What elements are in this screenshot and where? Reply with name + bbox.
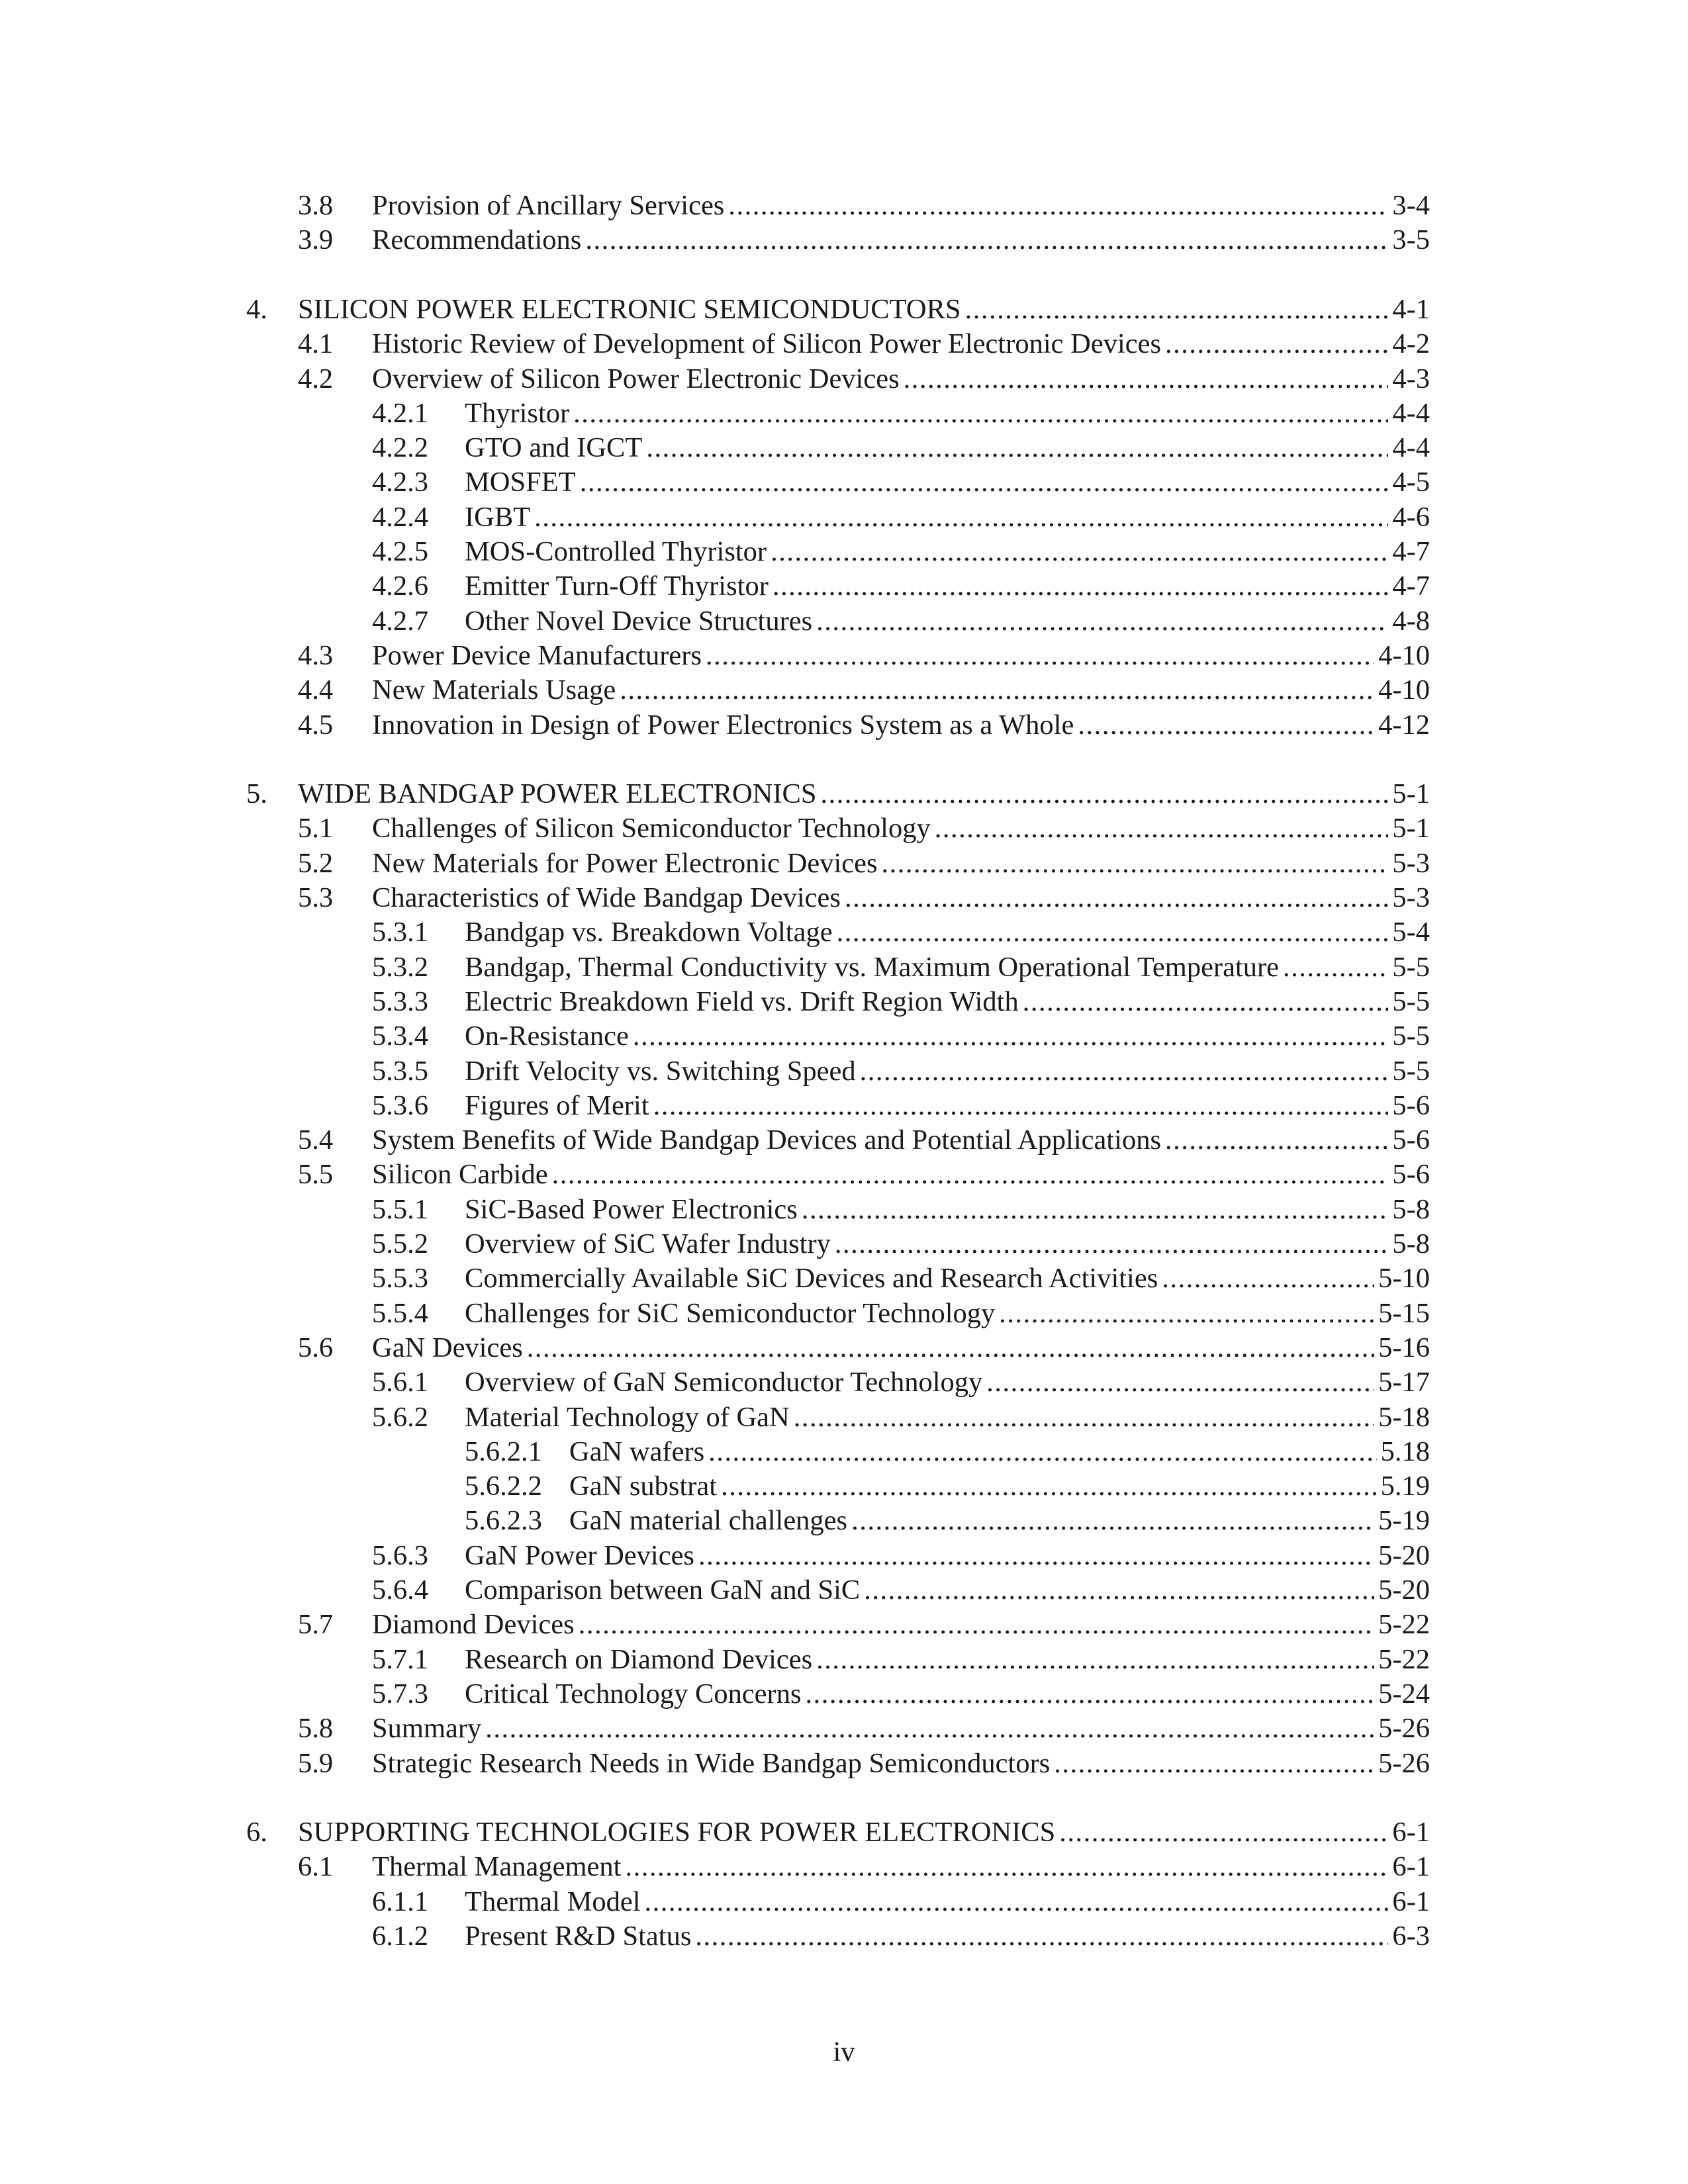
toc-entry-title: GaN Power Devices [465,1539,694,1571]
toc-entry-page: 3-4 [1392,190,1430,221]
toc-entry-number: 6.1.1 [372,1886,428,1917]
toc-entry-page: 5-20 [1378,1539,1430,1571]
toc-entry-number: 4.2.4 [372,501,428,533]
toc-entry-number: 3.8 [298,190,334,221]
dot-leader [485,1711,1374,1746]
toc-entry[interactable] [0,1469,1688,1504]
toc-entry-line [465,1539,1430,1573]
toc-entry-line [465,465,1430,500]
toc-entry-page: 5-6 [1392,1159,1430,1191]
dot-leader [882,846,1389,881]
toc-entry-title: Figures of Merit [465,1089,649,1121]
toc-entry-number: 5.5 [298,1159,334,1191]
toc-entry-page: 4-10 [1378,639,1430,671]
toc-entry-page: 5-5 [1392,951,1430,983]
toc-entry-line [465,1297,1430,1331]
toc-entry[interactable] [0,708,1688,743]
toc-entry[interactable] [0,1123,1688,1158]
dot-leader [728,189,1388,223]
toc-entry-line [465,1400,1430,1435]
dot-leader [1054,1747,1374,1781]
toc-entry-page: 5-26 [1378,1747,1430,1779]
toc-entry-title: Critical Technology Concerns [465,1678,802,1709]
toc-entry-title: New Materials for Power Electronic Devices [372,847,878,879]
toc-entry-line [372,1850,1430,1884]
toc-entry-line [465,1261,1430,1296]
dot-leader [579,1608,1374,1642]
toc-entry[interactable] [0,604,1688,639]
toc-entry-number: 5.9 [298,1747,334,1779]
dot-leader [708,1435,1376,1469]
dot-leader [1165,1123,1388,1158]
toc-entry-line [372,881,1430,915]
dot-leader [1023,985,1389,1019]
toc-entry-page: 4-2 [1392,328,1430,360]
toc-entry-page: 5.18 [1380,1435,1430,1467]
toc-entry-number: 4. [246,293,267,325]
toc-entry-page: 5-6 [1392,1089,1430,1121]
toc-entry-page: 4-10 [1378,674,1430,706]
toc-entry[interactable] [0,985,1688,1019]
dot-leader [802,1193,1389,1227]
toc-entry[interactable] [0,431,1688,465]
toc-entry-number: 5.5.2 [372,1228,428,1259]
toc-entry[interactable] [0,1400,1688,1435]
toc-entry-number: 4.4 [298,674,334,706]
toc-entry-title: Emitter Turn-Off Thyristor [465,570,769,602]
dot-leader [837,915,1389,950]
toc-entry-line [465,1573,1430,1608]
toc-entry-line [372,1331,1430,1365]
toc-entry-title: Other Novel Device Structures [465,605,813,637]
toc-entry-title: Electric Breakdown Field vs. Drift Region Width [465,985,1019,1017]
toc-entry-page: 5-5 [1392,1021,1430,1052]
toc-entry-number: 4.2.5 [372,536,428,567]
toc-entry[interactable] [0,846,1688,881]
toc-entry-page: 5-3 [1392,847,1430,879]
toc-entry-line [372,708,1430,743]
toc-entry-title: Recommendations [372,224,582,256]
toc-entry-line [372,1123,1430,1158]
toc-entry-number: 5.7 [298,1609,334,1641]
toc-entry-title: Summary [372,1713,482,1745]
toc-entry[interactable] [0,1297,1688,1331]
toc-entry-line [465,915,1430,950]
dot-leader [527,1331,1374,1365]
toc-entry-page: 5-17 [1378,1367,1430,1398]
toc-entry-number: 5.6 [298,1332,334,1363]
toc-entry-number: 5.3 [298,882,334,913]
dot-leader [585,223,1388,257]
toc-entry[interactable] [0,1504,1688,1538]
toc-entry[interactable] [0,1054,1688,1089]
toc-entry-title: GaN material challenges [569,1505,848,1537]
toc-entry-page: 4-4 [1392,397,1430,429]
toc-entry-number: 5.6.2.3 [465,1505,542,1537]
dot-leader [773,569,1388,604]
toc-entry-page: 4-1 [1392,293,1430,325]
toc-entry[interactable] [0,881,1688,915]
toc-entry-line [372,639,1430,673]
toc-entry[interactable] [0,1193,1688,1227]
toc-entry-title: Challenges of Silicon Semiconductor Technology [372,813,931,844]
toc-entry-title: GTO and IGCT [465,432,643,464]
toc-entry[interactable] [0,1919,1688,1954]
toc-entry-line [298,293,1430,327]
toc-entry-title: Material Technology of GaN [465,1401,790,1433]
dot-leader [999,1297,1374,1331]
toc-entry-number: 5.6.2 [372,1401,428,1433]
toc-entry-line [465,431,1430,465]
toc-entry-line [372,1711,1430,1746]
toc-entry[interactable] [0,673,1688,707]
toc-entry[interactable] [0,1573,1688,1608]
toc-entry-page: 5-1 [1392,778,1430,810]
dot-leader [935,811,1389,846]
toc-entry[interactable] [0,362,1688,396]
toc-entry-title: Overview of GaN Semiconductor Technology [465,1367,983,1398]
toc-entry-title: Characteristics of Wide Bandgap Devices [372,882,841,913]
dot-leader [835,1227,1388,1261]
toc-entry[interactable] [0,1815,1688,1850]
toc-entry-number: 5.1 [298,813,334,844]
toc-entry-title: GaN Devices [372,1332,523,1363]
toc-entry-number: 5.6.3 [372,1539,428,1571]
toc-entry-page: 5-1 [1392,813,1430,844]
dot-leader [1162,1261,1374,1296]
toc-entry-page: 5-18 [1378,1401,1430,1433]
toc-entry[interactable] [0,1435,1688,1469]
toc-entry-number: 5.3.4 [372,1021,428,1052]
dot-leader [646,431,1388,465]
toc-entry[interactable] [0,1850,1688,1884]
dot-leader [1165,327,1388,361]
toc-entry-page: 6-1 [1392,1886,1430,1917]
toc-entry-number: 5.3.5 [372,1055,428,1087]
dot-leader [851,1504,1374,1538]
toc-entry-line [372,223,1430,257]
toc-entry-title: Silicon Carbide [372,1159,548,1191]
toc-entry-number: 4.2.2 [372,432,428,464]
toc-entry-line [465,1365,1430,1400]
toc-entry-page: 6-1 [1392,1851,1430,1883]
toc-entry[interactable] [0,1365,1688,1400]
toc-entry-page: 5-6 [1392,1124,1430,1156]
toc-entry-page: 5-10 [1378,1263,1430,1295]
toc-entry-page: 6-1 [1392,1817,1430,1848]
toc-entry-page: 5-16 [1378,1332,1430,1363]
toc-entry[interactable] [0,223,1688,257]
dot-leader [986,1365,1374,1400]
toc-entry[interactable] [0,1711,1688,1746]
toc-entry-line [372,1608,1430,1642]
toc-entry-title: Overview of Silicon Power Electronic Devices [372,363,900,394]
toc-entry[interactable] [0,189,1688,223]
toc-entry-title: System Benefits of Wide Bandgap Devices and Potential Applications [372,1124,1162,1156]
toc-entry-number: 4.2.6 [372,570,428,602]
toc-entry-title: Drift Velocity vs. Switching Speed [465,1055,856,1087]
dot-leader [845,881,1388,915]
toc-entry-number: 5. [246,778,267,810]
toc-entry-page: 5-19 [1378,1505,1430,1537]
toc-entry-line [465,1054,1430,1089]
dot-leader [904,362,1389,396]
toc-entry-page: 4-4 [1392,432,1430,464]
dot-leader [580,465,1389,500]
toc-entry-title: GaN wafers [569,1435,705,1467]
dot-leader [864,1573,1374,1608]
toc-entry-title: Bandgap vs. Breakdown Voltage [465,917,833,948]
toc-entry[interactable] [0,639,1688,673]
dot-leader [820,777,1388,811]
toc-entry[interactable] [0,950,1688,985]
toc-entry[interactable] [0,465,1688,500]
toc-entry[interactable] [0,1227,1688,1261]
toc-entry-title: Historic Review of Development of Silicon Power Electronic Devices [372,328,1162,360]
toc-entry-page: 4-12 [1378,709,1430,741]
toc-entry-line [465,950,1430,985]
toc-entry-number: 6.1.2 [372,1921,428,1952]
toc-entry-title: Overview of SiC Wafer Industry [465,1228,831,1259]
toc-entry-title: IGBT [465,501,531,533]
toc-entry-number: 4.1 [298,328,334,360]
toc-entry-title: Strategic Research Needs in Wide Bandgap Semiconductors [372,1747,1051,1779]
toc-entry-line [569,1504,1430,1538]
dot-leader [794,1400,1374,1435]
toc-entry-title: Commercially Available SiC Devices and Research Activities [465,1263,1158,1295]
toc-entry-page: 5-22 [1378,1609,1430,1641]
dot-leader [816,604,1388,639]
toc-entry-page: 4-6 [1392,501,1430,533]
page-number: iv [833,2036,855,2068]
toc-entry-title: Research on Diamond Devices [465,1643,813,1675]
toc-entry[interactable] [0,569,1688,604]
toc-entry-line [465,1227,1430,1261]
toc-entry-line [569,1469,1430,1504]
dot-leader [695,1919,1388,1954]
dot-leader [806,1677,1375,1711]
toc-entry[interactable] [0,1331,1688,1365]
toc-entry-page: 4-7 [1392,570,1430,602]
toc-entry[interactable] [0,811,1688,846]
toc-entry-line [465,500,1430,535]
toc-entry-title: Power Device Manufacturers [372,639,702,671]
toc-entry-number: 5.7.1 [372,1643,428,1675]
toc-entry-line [372,673,1430,707]
toc-entry-line [465,1193,1430,1227]
toc-entry-line [465,535,1430,569]
toc-entry-number: 5.3.2 [372,951,428,983]
toc-entry[interactable] [0,1747,1688,1781]
toc-entry-title: Innovation in Design of Power Electronics System as a Whole [372,709,1074,741]
toc-entry-number: 5.5.3 [372,1263,428,1295]
dot-leader [860,1054,1389,1089]
toc-entry-title: MOSFET [465,467,576,498]
toc-entry-line [298,777,1430,811]
toc-entry-line [465,396,1430,431]
toc-entry-page: 4-8 [1392,605,1430,637]
toc-entry-number: 4.5 [298,709,334,741]
toc-entry-page: 3-5 [1392,224,1430,256]
toc-entry-title: Diamond Devices [372,1609,575,1641]
dot-leader [698,1539,1374,1573]
toc-entry-page: 5-15 [1378,1297,1430,1329]
toc-entry-page: 4-7 [1392,536,1430,567]
toc-entry-line [465,1919,1430,1954]
toc-entry[interactable] [0,293,1688,327]
toc-entry-line [372,327,1430,361]
toc-entry[interactable] [0,1158,1688,1192]
dot-leader [816,1643,1374,1677]
toc-entry-line [372,811,1430,846]
toc-entry-number: 4.2.3 [372,467,428,498]
dot-leader [771,535,1388,569]
toc-entry-line [465,569,1430,604]
toc-entry-line [298,1815,1430,1850]
dot-leader [573,396,1388,431]
toc-entry-page: 5-22 [1378,1643,1430,1675]
toc-entry-line [465,985,1430,1019]
toc-entry[interactable] [0,1677,1688,1711]
dot-leader [534,500,1388,535]
toc-entry[interactable] [0,1019,1688,1054]
toc-entry-line [569,1435,1430,1469]
toc-entry-number: 5.5.1 [372,1193,428,1225]
toc-entry-title: On-Resistance [465,1021,629,1052]
toc-entry-number: 5.3.3 [372,985,428,1017]
toc-entry-title: Thyristor [465,397,570,429]
toc-entry-page: 5-24 [1378,1678,1430,1709]
toc-entry-number: 4.3 [298,639,334,671]
dot-leader [706,639,1374,673]
dot-leader [625,1850,1388,1884]
toc-entry[interactable] [0,777,1688,811]
toc-entry-line [465,1677,1430,1711]
toc-entry-title: Provision of Ancillary Services [372,190,725,221]
toc-entry-line [465,604,1430,639]
toc-entry-number: 5.6.2.2 [465,1471,542,1502]
toc-entry-number: 3.9 [298,224,334,256]
toc-entry-title: Thermal Management [372,1851,622,1883]
toc-entry-page: 5-20 [1378,1574,1430,1606]
toc-entry[interactable] [0,915,1688,950]
toc-entry[interactable] [0,1089,1688,1123]
toc-entry-page: 6-3 [1392,1921,1430,1952]
dot-leader [645,1885,1389,1919]
toc-entry-page: 5.19 [1380,1471,1430,1502]
dot-leader [1283,950,1388,985]
toc-entry-line [465,1019,1430,1054]
toc-entry-number: 5.4 [298,1124,334,1156]
toc-entry-page: 5-5 [1392,1055,1430,1087]
toc-entry[interactable] [0,535,1688,569]
toc-entry-page: 5-3 [1392,882,1430,913]
toc-entry-page: 4-3 [1392,363,1430,394]
toc-entry-number: 4.2.7 [372,605,428,637]
toc-entry[interactable] [0,500,1688,535]
toc-entry-line [465,1089,1430,1123]
toc-entry-page: 5-8 [1392,1228,1430,1259]
toc-entry-title: Comparison between GaN and SiC [465,1574,861,1606]
toc-entry-page: 4-5 [1392,467,1430,498]
toc-entry[interactable] [0,327,1688,361]
toc-entry[interactable] [0,396,1688,431]
toc-entry-line [372,362,1430,396]
toc-entry-title: MOS-Controlled Thyristor [465,536,767,567]
toc-entry-number: 5.2 [298,847,334,879]
toc-entry-line [372,846,1430,881]
toc-entry-title: Present R&D Status [465,1921,692,1952]
toc-entry-line [372,1747,1430,1781]
toc-entry-line [372,189,1430,223]
toc-entry-number: 5.8 [298,1713,334,1745]
toc-entry-page: 5-8 [1392,1193,1430,1225]
toc-entry-number: 6. [246,1817,267,1848]
toc-entry-page: 5-26 [1378,1713,1430,1745]
toc-entry-title: Thermal Model [465,1886,641,1917]
toc-entry-number: 5.7.3 [372,1678,428,1709]
dot-leader [1078,708,1374,743]
dot-leader [1059,1815,1388,1850]
dot-leader [633,1019,1389,1054]
toc-entry-title: SiC-Based Power Electronics [465,1193,798,1225]
toc-entry[interactable] [0,1539,1688,1573]
toc-entry-number: 5.3.1 [372,917,428,948]
toc-entry-number: 5.5.4 [372,1297,428,1329]
toc-entry-title: SILICON POWER ELECTRONIC SEMICONDUCTORS [298,293,961,325]
toc-entry-number: 5.6.1 [372,1367,428,1398]
toc-entry[interactable] [0,1261,1688,1296]
toc-entry-page: 5-4 [1392,917,1430,948]
toc-entry-line [372,1158,1430,1192]
toc-entry-title: New Materials Usage [372,674,616,706]
toc-entry[interactable] [0,1643,1688,1677]
toc-entry[interactable] [0,1608,1688,1642]
toc-entry-number: 5.6.2.1 [465,1435,542,1467]
toc-entry-title: WIDE BANDGAP POWER ELECTRONICS [298,778,817,810]
toc-entry-number: 4.2.1 [372,397,428,429]
dot-leader [620,673,1374,707]
toc-entry-line [465,1885,1430,1919]
dot-leader [721,1469,1377,1504]
toc-entry-number: 5.6.4 [372,1574,428,1606]
dot-leader [653,1089,1389,1123]
toc-entry-title: Challenges for SiC Semiconductor Technology [465,1297,996,1329]
toc-entry-line [465,1643,1430,1677]
toc-entry-number: 6.1 [298,1851,334,1883]
toc-entry[interactable] [0,1885,1688,1919]
toc-entry-title: Bandgap, Thermal Conductivity vs. Maximum Operational Temperature [465,951,1280,983]
toc-entry-number: 5.3.6 [372,1089,428,1121]
dot-leader [965,293,1389,327]
toc-entry-title: GaN substrat [569,1471,718,1502]
toc-entry-title: SUPPORTING TECHNOLOGIES FOR POWER ELECTRONICS [298,1817,1056,1848]
toc-entry-number: 4.2 [298,363,334,394]
toc-entry-page: 5-5 [1392,985,1430,1017]
dot-leader [552,1158,1389,1192]
